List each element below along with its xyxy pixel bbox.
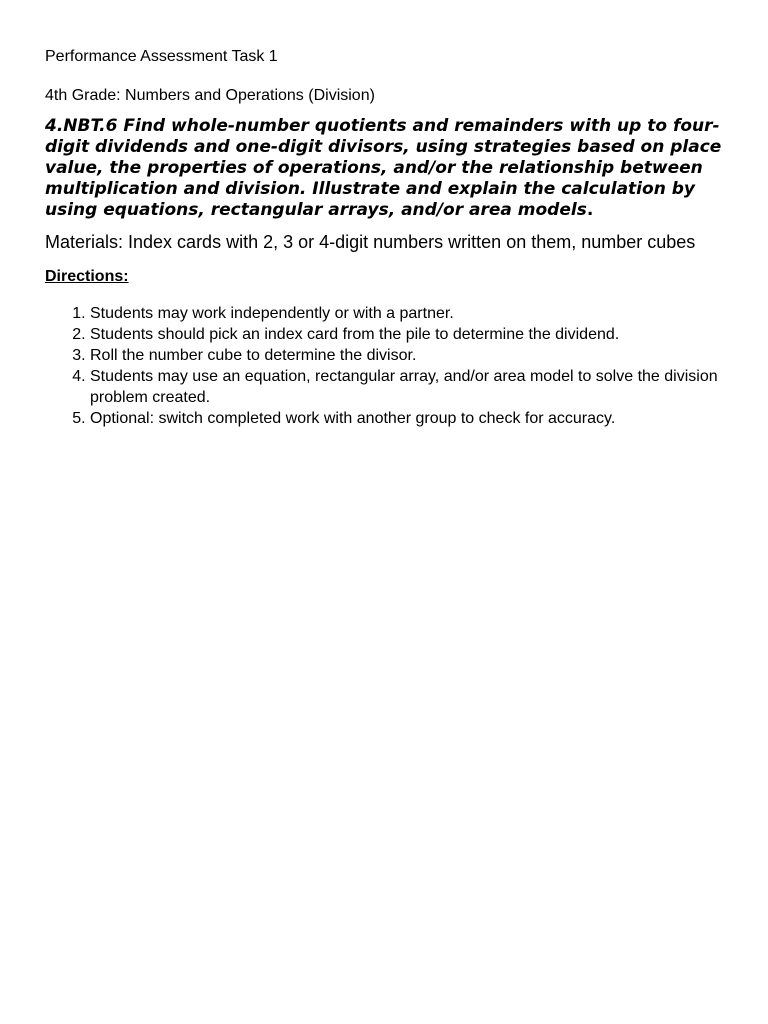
materials-text: Materials: Index cards with 2, 3 or 4-digit numbers written on them, number cubes	[45, 232, 696, 252]
directions-list	[45, 303, 768, 429]
list-item: 3. Roll the number cube to determine the divisor.	[90, 345, 768, 366]
grade-heading: 4th Grade: Numbers and Operations (Division)	[45, 87, 375, 104]
list-item: 5. Optional: switch completed work with another group to check for accuracy.	[90, 408, 768, 429]
list-item: 4. Students may use an equation, rectangular array, and/or area model to solve the division problem created.	[90, 366, 768, 408]
standard-period: .	[586, 200, 594, 220]
document-page	[45, 46, 735, 429]
document-title: Performance Assessment Task 1	[45, 48, 278, 65]
directions-heading: Directions:	[45, 268, 129, 285]
standard-text: 4.NBT.6 Find whole-number quotients and remainders with up to four-digit dividends and one-digit divisors, using strategies based on place value, the properties of operations, and/or the relationship between multiplication and division. Illustrate and explain the calculation by using equations, rectangular arrays, and/or area models	[45, 116, 722, 220]
list-item: 1. Students may work independently or with a partner.	[90, 303, 768, 324]
standard-statement	[45, 116, 735, 221]
list-item: 2. Students should pick an index card from the pile to determine the dividend.	[90, 324, 768, 345]
